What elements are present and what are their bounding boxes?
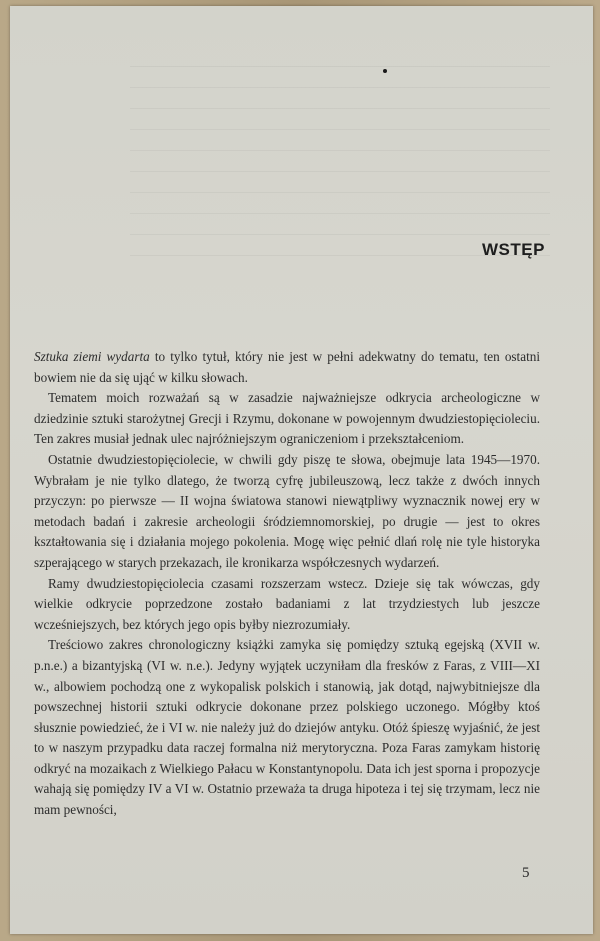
paragraph-3: Ostatnie dwudziestopięciolecie, w chwili gdy piszę te słowa, obejmuje lata 1945—1970. Wybrałam je nie tylko dlatego, że tworzą cyfrę jubileuszową, lecz także z dwóch innych przyczyn: po pierwsze — II wojna światowa stanowi niewątpliwy wyznacznik nowej ery w metodach badań i zakresie archeologii śródziemnomorskiej, po drugie — jest to okres kształtowania się i działania mojego pokolenia. Mogę więc pełnić dlań rolę nie tyle historyka szperającego w starych przekazach, ile kronikarza współczesnych wydarzeń. bbox=[34, 451, 540, 570]
paragraph-4: Ramy dwudziestopięciolecia czasami rozszerzam wstecz. Dzieje się tak wówczas, gdy wielkie odkrycie poprzedzone zostało badaniami z lat trzydziestych lub jeszcze wcześniejszych, bez których jego opis byłby niezrozumiały. bbox=[34, 575, 540, 632]
show-through-from-reverse bbox=[130, 66, 550, 266]
paragraph-1 bbox=[34, 347, 540, 388]
book-page bbox=[10, 6, 593, 934]
ink-speck bbox=[383, 69, 387, 73]
page-number: 5 bbox=[522, 865, 530, 881]
paragraph-1-text: to tylko tytuł, który nie jest w pełni adekwatny do tematu, ten ostatni bowiem nie da się ująć w kilku słowach. bbox=[34, 349, 541, 385]
chapter-heading: WSTĘP bbox=[482, 240, 545, 259]
book-title-italic: Sztuka ziemi wydarta bbox=[34, 349, 150, 364]
paragraph-2: Tematem moich rozważań są w zasadzie najważniejsze odkrycia archeologiczne w dziedzinie sztuki starożytnej Grecji i Rzymu, dokonane w powojennym dwudziestopięcioleciu. Ten zakres musiał jednak ulec najróżniejszym ograniczeniom i przekształceniom. bbox=[34, 390, 540, 447]
body-text bbox=[34, 347, 540, 821]
paragraph-5: Treściowo zakres chronologiczny książki zamyka się pomiędzy sztuką egejską (XVII w. p.n.e.) a bizantyjską (VI w. n.e.). Jedyny wyjątek uczyniłam dla fresków z Faras, z VIII—XI w., albowiem pochodzą one z wykopalisk polskich i stanowią, jak dotąd, najwybitniejsze dla powszechnej historii sztuki odkrycie dokonane przez polskiego uczonego. Mógłby ktoś słusznie powiedzieć, że i VI w. nie należy już do dziejów antyku. Otóż śpieszę wyjaśnić, że jest to w naszym przypadku data raczej formalna niż merytoryczna. Poza Faras zamykam historię odkryć na mozaikach z Wielkiego Pałacu w Konstantynopolu. Data ich jest sporna i propozycje wahają się pomiędzy IV a VI w. Ostatnio przeważa ta druga hipoteza i tej się trzymam, lecz nie mam pewności, bbox=[34, 637, 540, 818]
